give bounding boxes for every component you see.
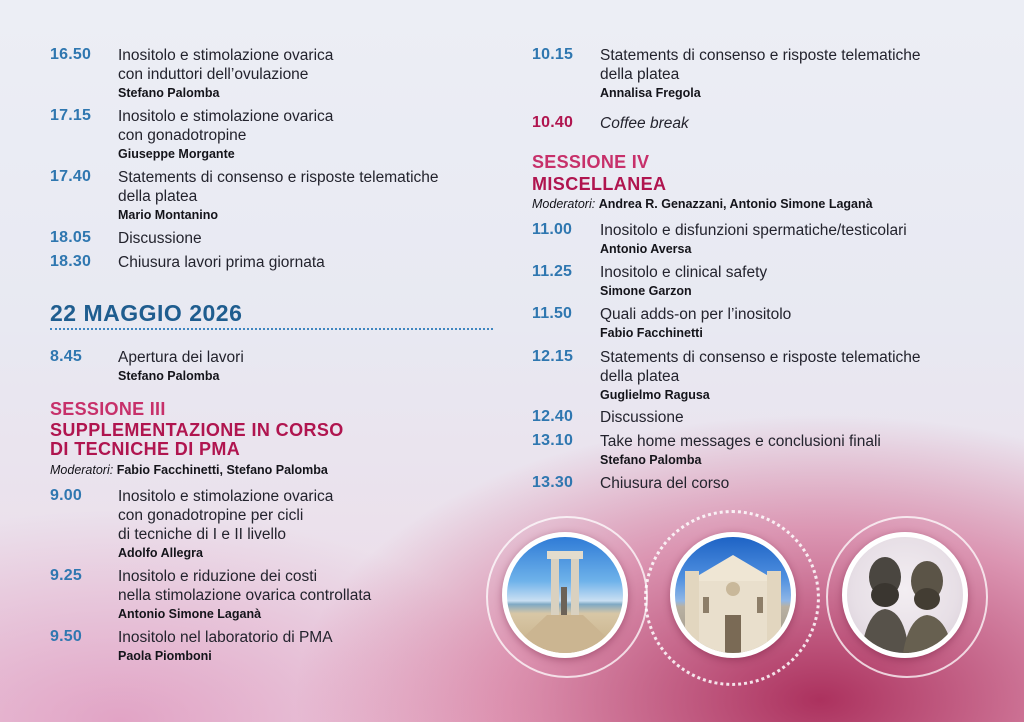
item-title-line: Inositolo e stimolazione ovarica [118,108,334,125]
item-title-line: Inositolo e stimolazione ovarica [118,47,334,64]
item-speaker: Stefano Palomba [600,453,702,467]
monument-icon [507,537,623,653]
session-name-line: DI TECNICHE DI PMA [50,439,241,459]
moderators-label: Moderatori: [532,197,596,211]
item-time: 11.50 [532,305,573,322]
moderators-label: Moderatori: [50,463,114,477]
session-name-line: MISCELLANEA [532,174,667,194]
item-title-line: di tecniche di I e II livello [118,526,287,543]
item-time: 11.25 [532,263,573,280]
item-time: 18.30 [50,253,92,270]
item-time: 9.00 [50,487,82,504]
item-time: 8.45 [50,348,82,365]
item-title-line: nella stimolazione ovarica controllata [118,587,372,604]
item-time: 17.15 [50,107,92,124]
item-title-line: Chiusura del corso [600,475,730,492]
item-speaker: Antonio Aversa [600,242,692,256]
photo-medallions [480,508,1020,688]
item-time: 12.15 [532,348,574,365]
item-title-line: Inositolo e riduzione dei costi [118,568,318,585]
statues-icon [847,537,963,653]
date-heading: 22 MAGGIO 2026 [50,300,243,326]
item-speaker: Annalisa Fregola [600,86,701,100]
item-title-line: della platea [118,188,198,205]
bronzes-photo [842,532,968,658]
item-title-line: con gonadotropine per cicli [118,507,304,524]
item-title-line: Discussione [118,230,202,247]
item-speaker: Simone Garzon [600,284,692,298]
item-speaker: Paola Piomboni [118,649,212,663]
item-title-line: Quali adds-on per l’inositolo [600,306,792,323]
item-speaker: Fabio Facchinetti [600,326,703,340]
item-title-line: con gonadotropine [118,127,247,144]
item-title-line: Inositolo nel laboratorio di PMA [118,629,333,646]
dotted-divider [50,328,493,330]
session-moderators [532,197,873,211]
item-title-line: Statements di consenso e risposte telematiche [600,349,921,366]
item-time: 9.50 [50,628,82,645]
item-speaker: Guglielmo Ragusa [600,388,710,402]
item-title-line: Chiusura lavori prima giornata [118,254,325,271]
item-title-line: Coffee break [600,115,689,132]
item-time: 11.00 [532,221,573,238]
item-title-line: della platea [600,66,680,83]
session-name-line: SUPPLEMENTAZIONE IN CORSO [50,420,344,440]
item-title-line: Discussione [600,409,684,426]
item-title-line: Statements di consenso e risposte telematiche [118,169,439,186]
cathedral-icon [675,537,791,653]
item-title-line: Inositolo e disfunzioni spermatiche/testicolari [600,222,907,239]
item-title-line: Apertura dei lavori [118,349,244,366]
item-speaker: Mario Montanino [118,208,218,222]
item-speaker: Stefano Palomba [118,86,220,100]
item-speaker: Stefano Palomba [118,369,220,383]
item-time: 10.40 [532,114,574,131]
item-time: 17.40 [50,168,92,185]
session-moderators [50,463,328,477]
item-speaker: Antonio Simone Laganà [118,607,262,621]
item-time: 12.40 [532,408,574,425]
item-time: 13.10 [532,432,574,449]
item-time: 9.25 [50,567,82,584]
item-title-line: Inositolo e stimolazione ovarica [118,488,334,505]
item-time: 10.15 [532,46,574,63]
item-time: 13.30 [532,474,574,491]
item-speaker: Adolfo Allegra [118,546,203,560]
item-title-line: della platea [600,368,680,385]
item-speaker: Giuseppe Morgante [118,147,235,161]
moderators-names: Andrea R. Genazzani, Antonio Simone Laganà [598,197,873,211]
item-title-line: Take home messages e conclusioni finali [600,433,881,450]
item-time: 18.05 [50,229,92,246]
item-title-line: Inositolo e clinical safety [600,264,768,281]
session-label: SESSIONE III [50,399,166,419]
item-title-line: Statements di consenso e risposte telematiche [600,47,921,64]
arena-photo [502,532,628,658]
cathedral-photo [670,532,796,658]
item-title-line: con induttori dell’ovulazione [118,66,309,83]
moderators-names: Fabio Facchinetti, Stefano Palomba [116,463,328,477]
item-time: 16.50 [50,46,92,63]
session-label: SESSIONE IV [532,152,650,172]
